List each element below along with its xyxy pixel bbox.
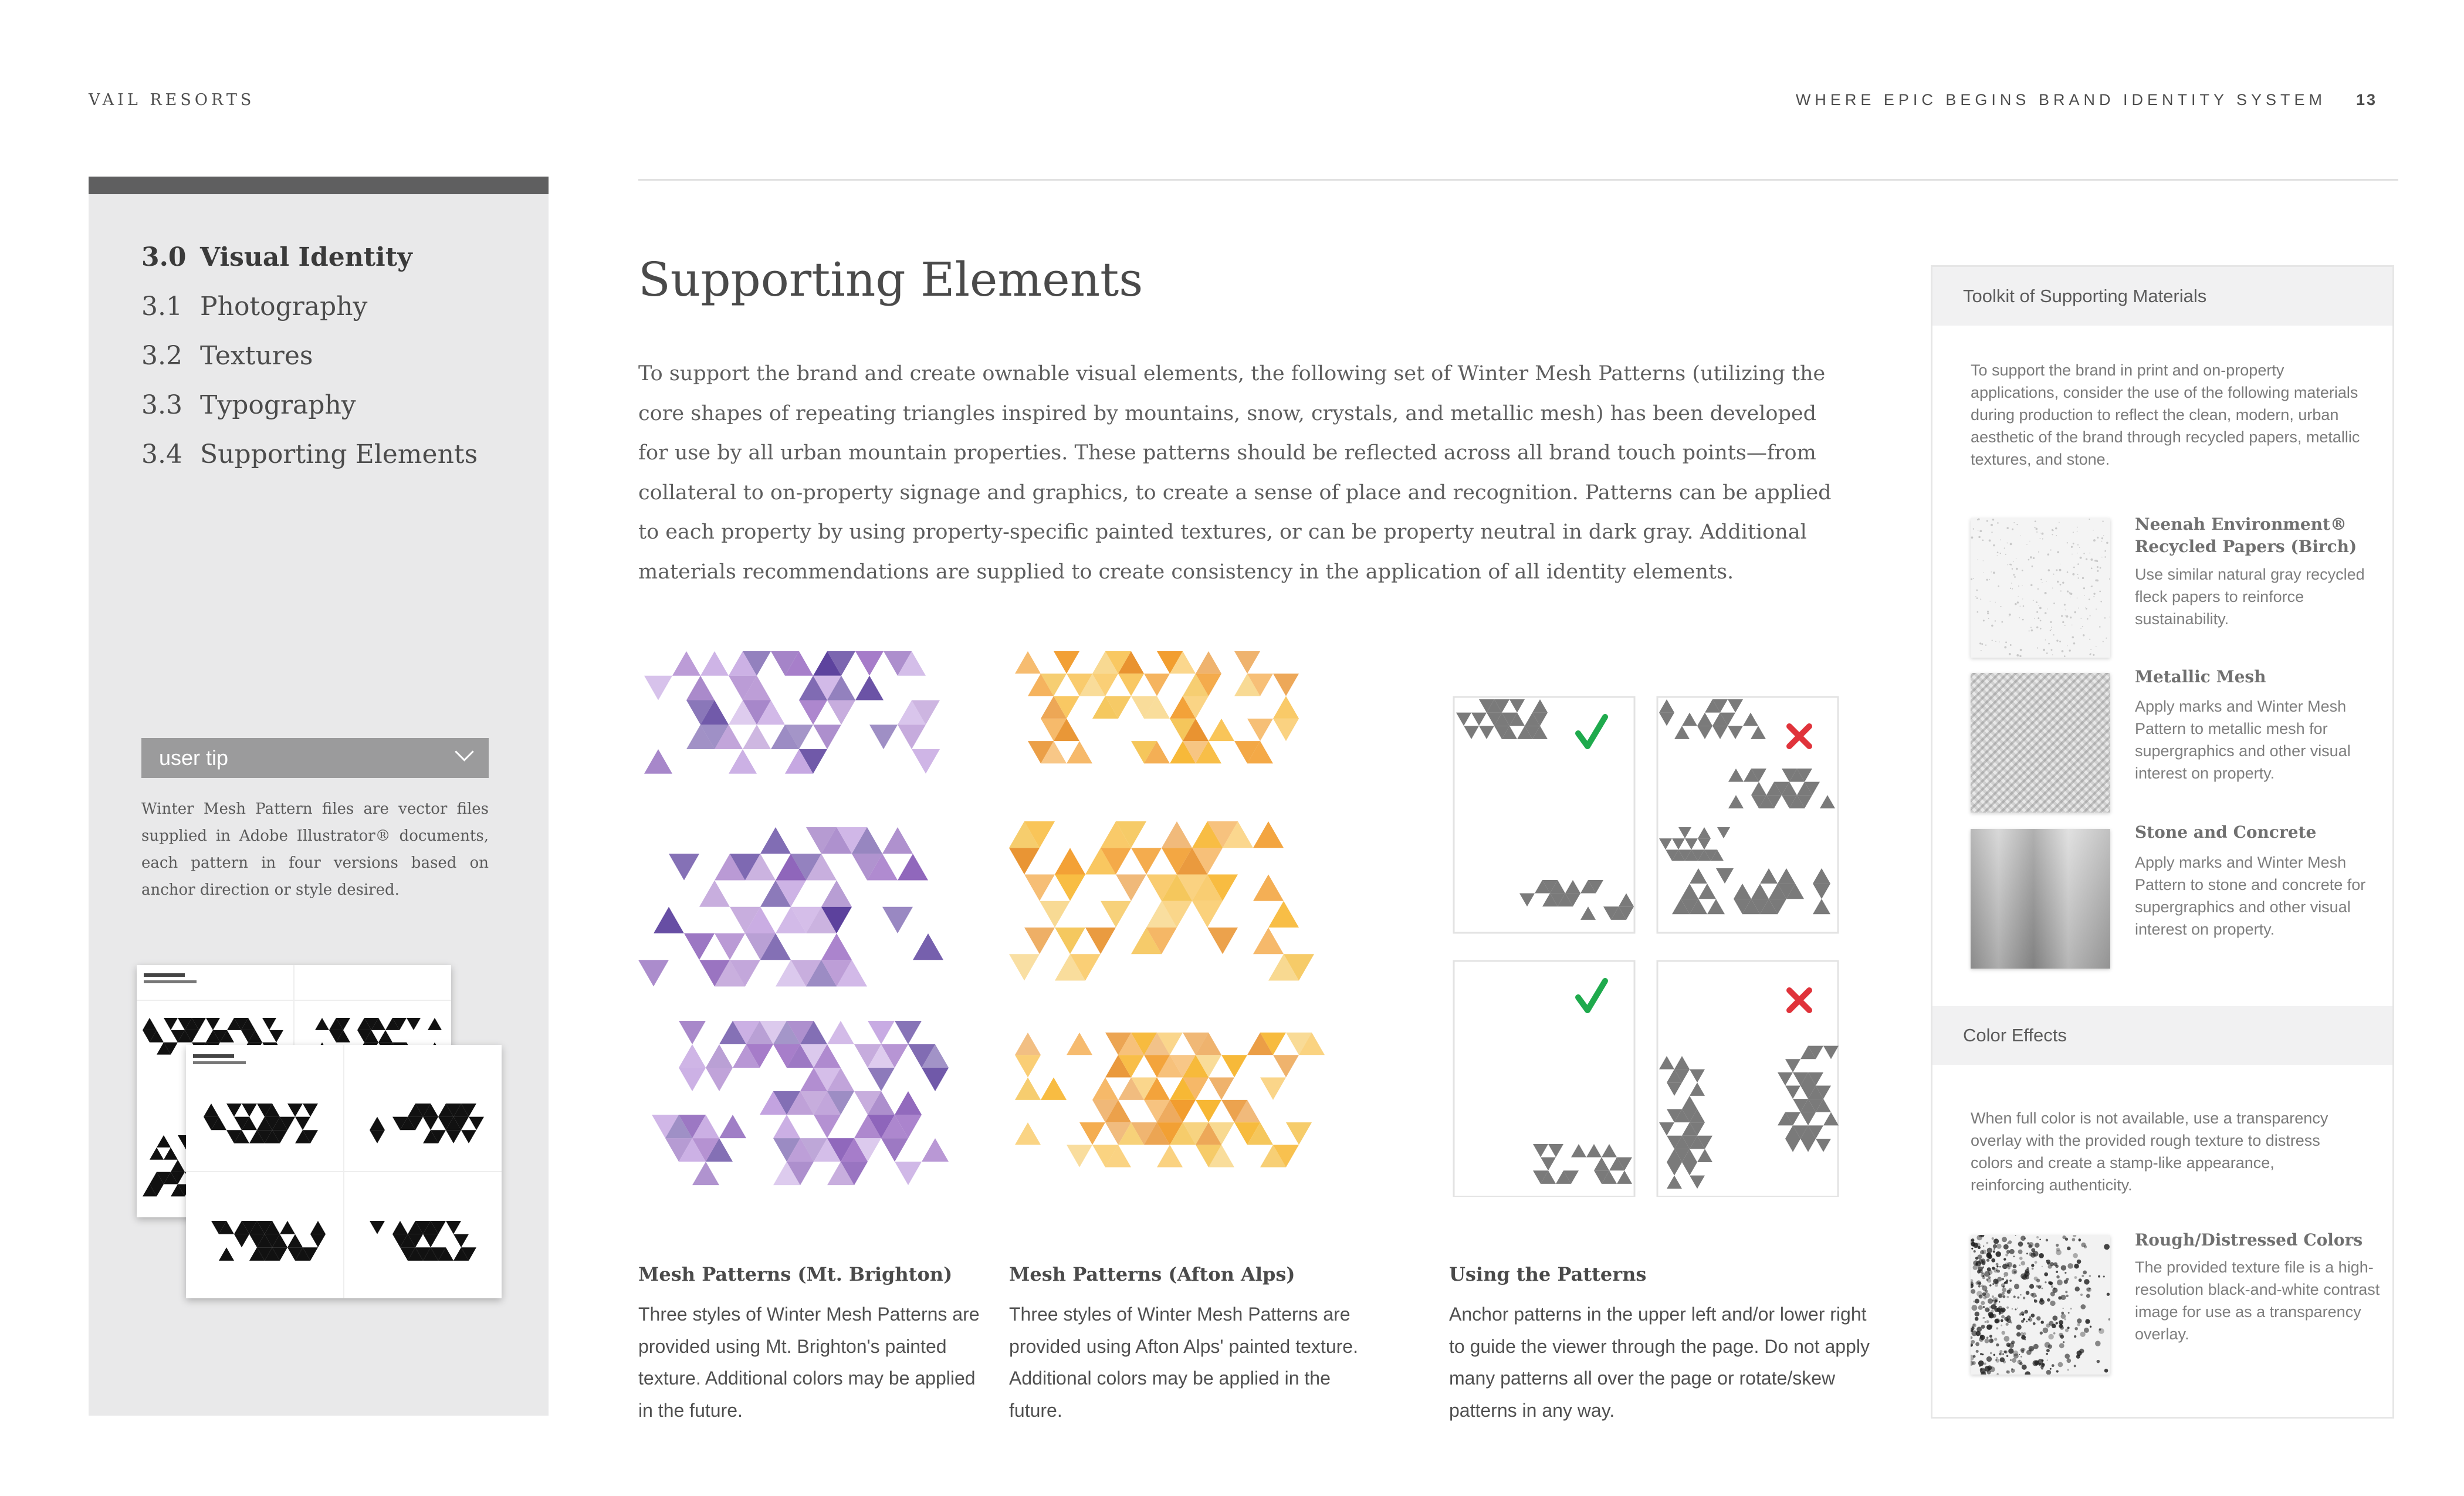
user-tip-toggle[interactable] — [141, 738, 489, 778]
purple-mesh-patterns — [638, 651, 967, 1214]
document-title: WHERE EPIC BEGINS BRAND IDENTITY SYSTEM — [1795, 91, 2326, 109]
toolkit-item-title: Metallic Mesh — [2135, 667, 2266, 686]
caption-title-mt-brighton: Mesh Patterns (Mt. Brighton) — [638, 1263, 953, 1285]
nav-label: Typography — [200, 390, 356, 420]
pattern-usage-examples — [1449, 692, 1848, 1197]
user-tip-label: user tip — [159, 746, 229, 770]
chevron-down-icon — [455, 742, 474, 761]
brand-name: VAIL RESORTS — [89, 91, 255, 109]
user-tip-text: Winter Mesh Pattern files are vector files supplied in Adobe Illustrator® documents, each pattern in four versions based on anchor direction or style desired. — [141, 800, 489, 899]
stone-concrete-swatch — [1971, 829, 2110, 969]
nav-item-photography[interactable] — [141, 292, 367, 321]
metallic-mesh-swatch — [1971, 673, 2110, 813]
nav-number: 3.2 — [141, 341, 182, 371]
recycled-paper-swatch — [1971, 518, 2110, 658]
toolkit-item-text: The provided texture file is a high-resolution black-and-white contrast image for use as a transparency overlay. — [2135, 1258, 2380, 1343]
toolkit-item-title: Rough/Distressed Colors — [2135, 1230, 2363, 1250]
pattern-file-thumbnail-front — [186, 1045, 502, 1298]
header-rule — [638, 179, 2398, 181]
usage-example-incorrect-1 — [1657, 697, 1838, 933]
toolkit-item-title: Neenah Environment® Recycled Papers (Birch) — [2135, 515, 2357, 556]
toolkit-item-text: Use similar natural gray recycled fleck papers to reinforce sustainability. — [2135, 566, 2365, 628]
usage-example-correct-2 — [1454, 961, 1634, 1197]
nav-label: Textures — [200, 341, 313, 371]
nav-number: 3.3 — [141, 390, 182, 420]
pattern-file-preview-front — [186, 1045, 502, 1298]
page-title: Supporting Elements — [638, 252, 1143, 307]
nav-item-visual-identity[interactable] — [141, 242, 412, 272]
nav-label: Supporting Elements — [200, 439, 478, 469]
toolkit-panel — [1931, 265, 2394, 1419]
distressed-texture-swatch — [1971, 1235, 2110, 1375]
color-effects-intro: When full color is not available, use a transparency overlay with the provided rough texture to distress colors and create a stamp-like appearance, reinforcing authenticity. — [1971, 1109, 2328, 1194]
usage-example-correct-1 — [1454, 697, 1634, 933]
color-effects-heading: Color Effects — [1932, 1006, 2392, 1065]
nav-label: Visual Identity — [200, 242, 412, 272]
nav-label: Photography — [200, 292, 368, 321]
toolkit-item-title: Stone and Concrete — [2135, 823, 2317, 842]
nav-item-typography[interactable] — [141, 390, 356, 420]
intro-paragraph: To support the brand and create ownable visual elements, the following set of Winter Mesh Patterns (utilizing the core shapes of repeating triangles inspired by mountains, snow, crystals, and metallic mesh) has been developed for use by all urban mountain properties. These patterns should be reflected across all brand touch points—from collateral to on-property signage and graphics, to create a sense of place and recognition. Patterns can be applied to each property by using property-specific painted textures, or can be property neutral in dark gray. Additional materials recommendations are supplied to create consistency in the application of all identity elements. — [638, 362, 1832, 584]
orange-mesh-patterns — [1009, 651, 1338, 1214]
toolkit-heading: Toolkit of Supporting Materials — [1932, 267, 2392, 326]
caption-title-using-patterns: Using the Patterns — [1449, 1263, 1647, 1285]
sidebar-top-bar — [89, 177, 549, 194]
caption-text-using-patterns: Anchor patterns in the upper left and/or lower right to guide the viewer through the page. Do not apply many patterns all over the page or rotate/skew patterns in any way. — [1449, 1304, 1870, 1421]
page-number: 13 — [2355, 91, 2377, 109]
toolkit-item-text: Apply marks and Winter Mesh Pattern to metallic mesh for supergraphics and other visual interest on property. — [2135, 698, 2351, 782]
nav-item-textures[interactable] — [141, 341, 313, 371]
caption-title-afton-alps: Mesh Patterns (Afton Alps) — [1009, 1263, 1295, 1285]
nav-number: 3.0 — [141, 242, 187, 272]
nav-number: 3.4 — [141, 439, 182, 469]
toolkit-item-text: Apply marks and Winter Mesh Pattern to stone and concrete for supergraphics and other visual interest on property. — [2135, 854, 2366, 938]
usage-example-incorrect-2 — [1657, 961, 1839, 1197]
nav-number: 3.1 — [141, 292, 182, 321]
sidebar — [89, 177, 549, 1416]
caption-text-afton-alps: Three styles of Winter Mesh Patterns are provided using Afton Alps' painted texture. Additional colors may be applied in the future. — [1009, 1304, 1358, 1421]
toolkit-intro: To support the brand in print and on-property applications, consider the use of the following materials during production to reflect the clean, modern, urban aesthetic of the brand through recycled papers, metallic textures, and stone. — [1971, 361, 2360, 468]
nav-item-supporting-elements[interactable] — [141, 439, 478, 469]
caption-text-mt-brighton: Three styles of Winter Mesh Patterns are provided using Mt. Brighton's painted texture. Additional colors may be applied in the future. — [638, 1304, 980, 1421]
